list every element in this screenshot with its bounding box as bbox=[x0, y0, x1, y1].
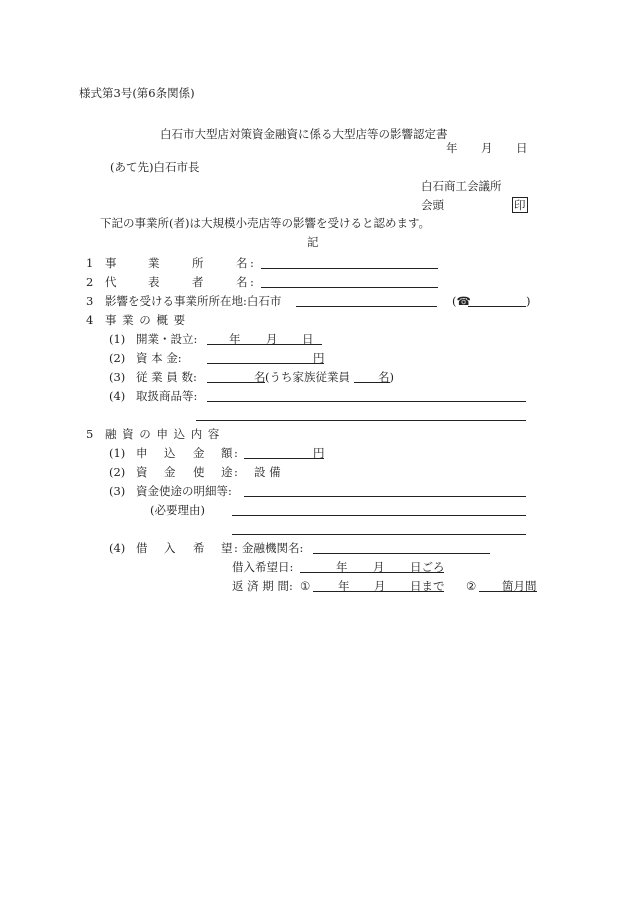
sub-number: (1) bbox=[109, 446, 126, 460]
capital-label: 資 本 金: bbox=[136, 351, 182, 365]
label-char: 資 bbox=[136, 465, 148, 479]
item-number: 5 bbox=[86, 427, 94, 441]
label-char: 者 bbox=[192, 275, 204, 289]
products-field-line2[interactable] bbox=[196, 420, 526, 421]
addressee: (あて先)白石市長 bbox=[110, 160, 200, 174]
employees-label: 従 業 員 数: bbox=[136, 370, 197, 384]
label-char: 込 bbox=[164, 446, 176, 460]
phone-close: ) bbox=[526, 294, 531, 308]
borrow-day: 日ごろ bbox=[410, 560, 445, 574]
sub-number: (4) bbox=[109, 541, 126, 555]
business-name-field[interactable] bbox=[261, 268, 438, 269]
loan-amount-unit: 円 bbox=[313, 446, 325, 460]
founding-label: 開業・設立: bbox=[136, 332, 198, 346]
capital-field[interactable] bbox=[207, 363, 324, 364]
label-char: 借 bbox=[136, 541, 148, 555]
fund-details-label: 資金使途の明細等: bbox=[136, 484, 232, 498]
repay-label: 返 済 期 間: bbox=[232, 579, 293, 593]
label-char: 所 bbox=[192, 256, 204, 270]
label-char: 申 bbox=[136, 446, 148, 460]
repay-month: 月 bbox=[374, 579, 386, 593]
phone-icon: (☎ bbox=[452, 294, 471, 308]
repay-option-1: ① bbox=[300, 579, 311, 593]
representative-name-field[interactable] bbox=[261, 287, 438, 288]
phone-field[interactable] bbox=[468, 306, 526, 307]
loan-amount-field[interactable] bbox=[244, 458, 324, 459]
colon: : bbox=[250, 256, 254, 270]
sub-number: (2) bbox=[109, 465, 126, 479]
seal-box: 印 bbox=[514, 198, 526, 212]
fund-details-field-line2[interactable] bbox=[232, 515, 526, 516]
item-number: 1 bbox=[86, 256, 94, 270]
date-day: 日 bbox=[516, 141, 528, 155]
label-char: 名 bbox=[236, 275, 248, 289]
borrow-date-label: 借入希望日: bbox=[232, 560, 294, 574]
date-year: 年 bbox=[446, 141, 458, 155]
colon: : bbox=[234, 446, 238, 460]
colon: : bbox=[234, 541, 238, 555]
sub-number: (3) bbox=[109, 484, 126, 498]
repay-months-unit: 箇月間 bbox=[502, 579, 537, 593]
label-char: 金 bbox=[164, 465, 176, 479]
date-month: 月 bbox=[481, 141, 493, 155]
label-char: 途 bbox=[221, 465, 233, 479]
colon: : bbox=[250, 275, 254, 289]
form-number: 様式第3号(第6条関係) bbox=[79, 86, 195, 100]
bank-label: 金融機関名: bbox=[242, 541, 304, 555]
founding-month: 月 bbox=[266, 332, 278, 346]
fund-details-field-line3[interactable] bbox=[232, 534, 526, 535]
item-number: 4 bbox=[86, 313, 94, 327]
founding-day: 日 bbox=[302, 332, 314, 346]
label-char: 入 bbox=[164, 541, 176, 555]
sub-number: (3) bbox=[109, 370, 126, 384]
bank-name-field[interactable] bbox=[313, 553, 490, 554]
issuer-org: 白石商工会議所 bbox=[421, 179, 502, 193]
colon: : bbox=[234, 465, 238, 479]
statement: 下記の事業所(者)は大規模小売店等の影響を受けると認めます。 bbox=[100, 216, 431, 230]
label-char: 名 bbox=[236, 256, 248, 270]
repay-year: 年 bbox=[338, 579, 350, 593]
sub-number: (1) bbox=[109, 332, 126, 346]
repay-option-2: ② bbox=[466, 579, 477, 593]
family-employees-unit: 名) bbox=[378, 370, 394, 384]
address-field[interactable] bbox=[296, 306, 437, 307]
label-char: 金 bbox=[193, 446, 205, 460]
founding-year: 年 bbox=[229, 332, 241, 346]
label-char: 望 bbox=[221, 541, 233, 555]
fund-details-field[interactable] bbox=[244, 496, 526, 497]
borrow-month: 月 bbox=[373, 560, 385, 574]
ki-heading: 記 bbox=[307, 235, 319, 249]
capital-unit: 円 bbox=[313, 351, 325, 365]
section-label: 融 資 の 申 込 内 容 bbox=[105, 427, 221, 441]
address-label: 影響を受ける事業所所在地:白石市 bbox=[105, 294, 282, 308]
employees-unit: 名 bbox=[254, 370, 266, 384]
item-number: 3 bbox=[86, 294, 94, 308]
fund-use-value: 設 備 bbox=[254, 465, 281, 479]
sub-number: (2) bbox=[109, 351, 126, 365]
repay-day: 日まで bbox=[410, 579, 445, 593]
family-employees-label: (うち家族従業員 bbox=[265, 370, 350, 384]
label-char: 代 bbox=[105, 275, 117, 289]
item-number: 2 bbox=[86, 275, 94, 289]
label-char: 事 bbox=[105, 256, 117, 270]
sub-number: (4) bbox=[109, 389, 126, 403]
products-field[interactable] bbox=[207, 401, 526, 402]
document-title: 白石市大型店対策資金融資に係る大型店等の影響認定書 bbox=[160, 127, 448, 141]
section-label: 事 業 の 概 要 bbox=[105, 313, 187, 327]
label-char: 表 bbox=[148, 275, 160, 289]
issuer-position: 会頭 bbox=[421, 198, 444, 212]
fund-details-reason: (必要理由) bbox=[150, 503, 205, 517]
label-char: 額 bbox=[221, 446, 233, 460]
label-char: 業 bbox=[148, 256, 160, 270]
label-char: 使 bbox=[193, 465, 205, 479]
label-char: 希 bbox=[193, 541, 205, 555]
borrow-year: 年 bbox=[336, 560, 348, 574]
products-label: 取扱商品等: bbox=[136, 389, 198, 403]
